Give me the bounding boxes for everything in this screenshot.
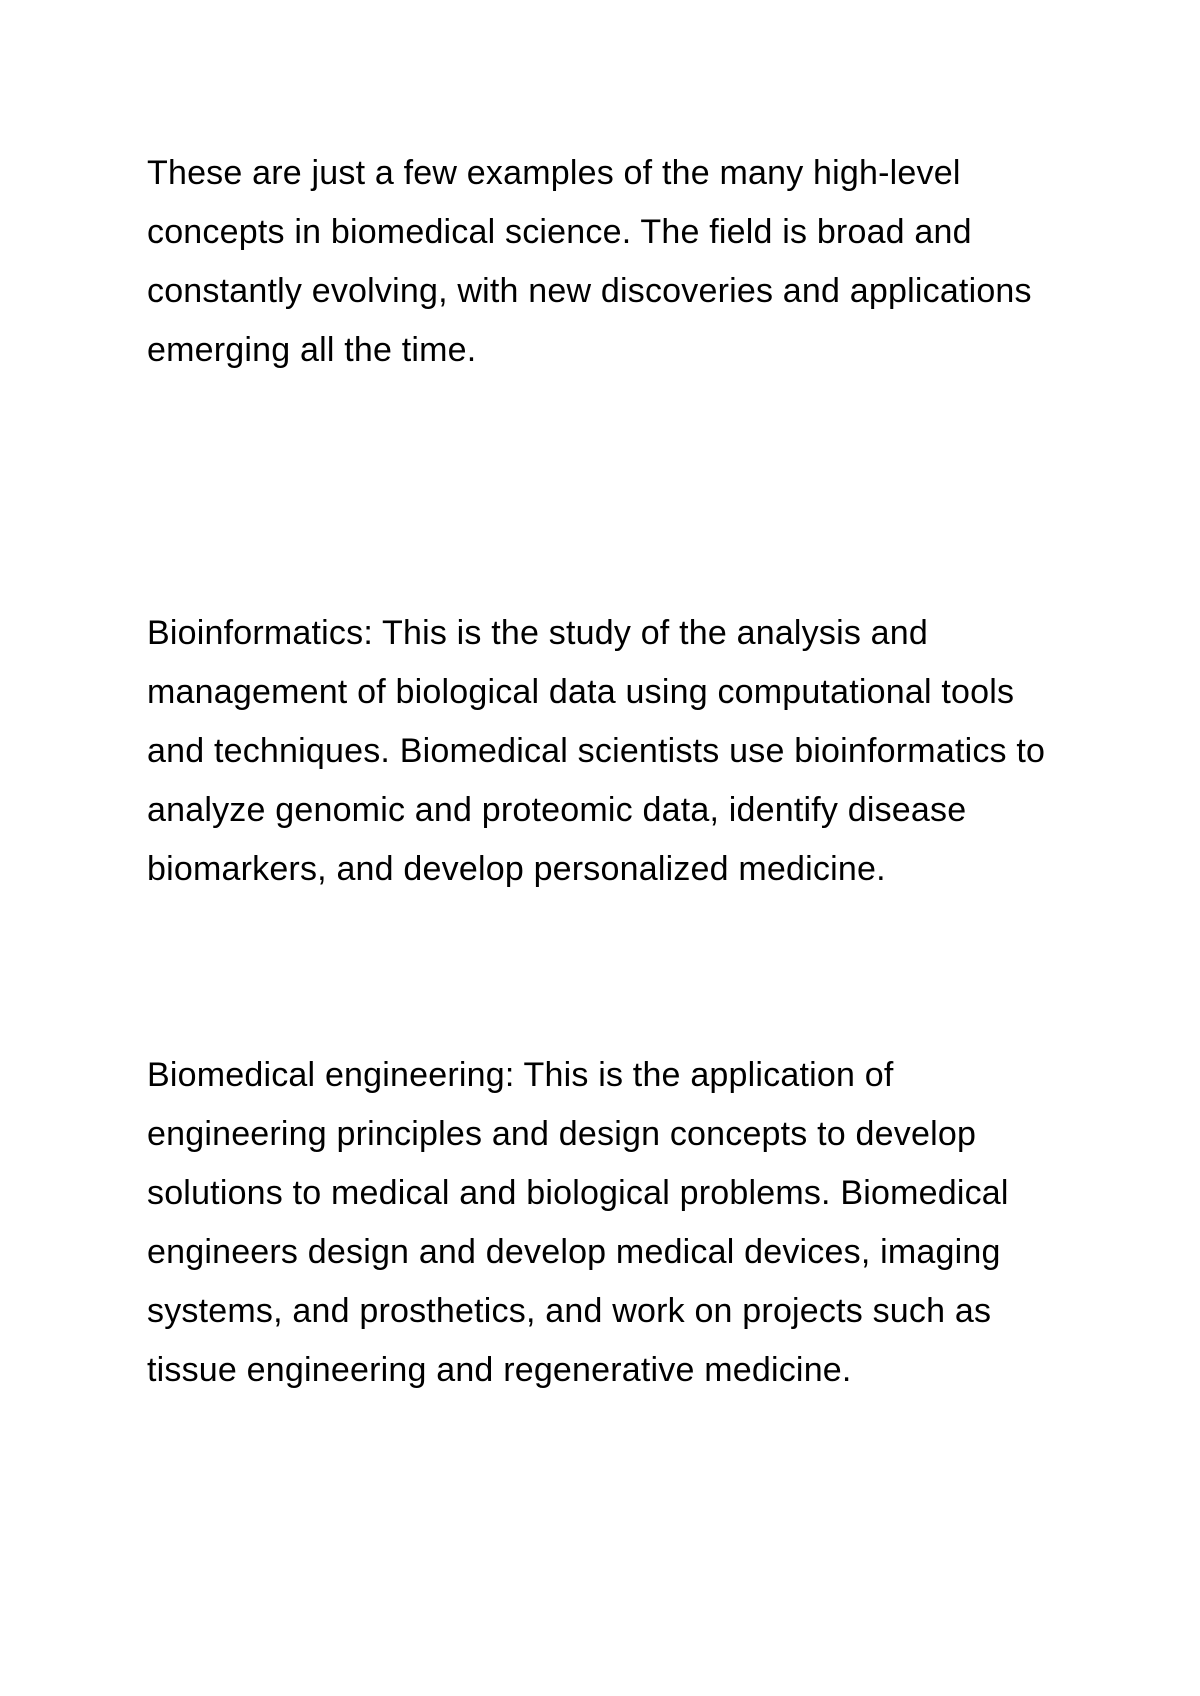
paragraph-bioinformatics: Bioinformatics: This is the study of the analysis and management of biological data using computational tools and techniques. Biomedical scientists use bioinformatics to analyze genomic and proteomic data, identify disease biomarkers, and develop personalized medicine. [147,614,1046,888]
paragraph-biomedical-engineering: Biomedical engineering: This is the application of engineering principles and design concepts to develop solutions to medical and biological problems. Biomedical engineers design and develop medical devices, imaging systems, and prosthetics, and work on projects such as tissue engineering and regenerative medicine. [147,1056,1009,1389]
paragraph-intro: These are just a few examples of the many high-level concepts in biomedical science. The field is broad and constantly evolving, with new discoveries and applications emerging all the time. [147,154,1032,369]
